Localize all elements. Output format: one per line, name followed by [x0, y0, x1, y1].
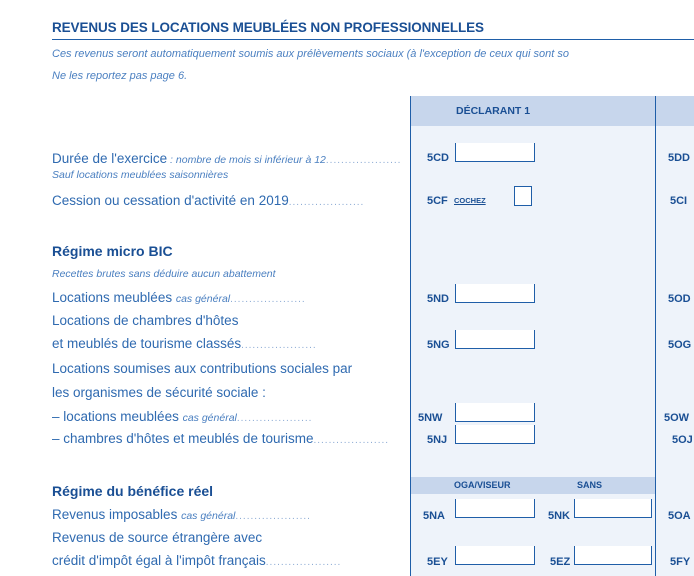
code-5ND: 5ND — [427, 293, 450, 305]
soumises-label-2: les organismes de sécurité sociale : — [52, 385, 266, 400]
cochez-label: COCHEZ — [454, 196, 486, 205]
duree-sub: Sauf locations meublées saisonnières — [52, 169, 229, 181]
code-5NA: 5NA — [423, 510, 446, 522]
revenus-imposables-label: Revenus imposables cas général.................... — [52, 507, 311, 522]
oga-viseur-label: OGA/VISEUR — [454, 480, 511, 490]
reel-subheader — [411, 477, 655, 494]
micro-bic-title: Régime micro BIC — [52, 243, 173, 259]
code-5OW: 5OW — [664, 412, 690, 424]
note-line-1: Ces revenus seront automatiquement soumis aux prélèvements sociaux (à l'exception de ceux qui sont so — [52, 48, 569, 60]
code-5CF: 5CF — [427, 195, 448, 207]
soumises-label-1: Locations soumises aux contributions sociales par — [52, 361, 353, 376]
declarant1-header — [410, 96, 655, 126]
code-5NG: 5NG — [427, 339, 450, 351]
field-5EZ[interactable] — [574, 546, 652, 565]
field-5NK[interactable] — [574, 499, 652, 518]
chambres-label-2: et meublés de tourisme classés.................... — [52, 336, 317, 351]
field-5CD[interactable] — [455, 143, 535, 162]
source-etrangere-label-2: crédit d'impôt égal à l'impôt français.................... — [52, 553, 342, 568]
title-rule — [52, 39, 694, 40]
code-5NK: 5NK — [548, 510, 571, 522]
declarant2-column — [656, 96, 694, 576]
checkbox-5CF[interactable] — [514, 186, 532, 206]
field-5NW[interactable] — [455, 403, 535, 422]
declarant1-header-label: DÉCLARANT 1 — [456, 105, 531, 117]
dash-meublees-label: – locations meublées cas général.................... — [52, 409, 313, 424]
code-5OD: 5OD — [668, 293, 691, 305]
field-5NJ[interactable] — [455, 425, 535, 444]
locations-meublees-label: Locations meublées cas général.................... — [52, 290, 306, 305]
source-etrangere-label-1: Revenus de source étrangère avec — [52, 530, 263, 545]
note-line-2: Ne les reportez pas page 6. — [52, 70, 188, 82]
cession-label: Cession ou cessation d'activité en 2019.................... — [52, 193, 365, 208]
code-5EY: 5EY — [427, 556, 448, 568]
declarant2-header — [656, 96, 694, 126]
code-5DD: 5DD — [668, 152, 691, 164]
dash-chambres-label: – chambres d'hôtes et meublés de tourisme.................... — [52, 431, 390, 446]
column-divider-right — [655, 96, 656, 576]
section-title: REVENUS DES LOCATIONS MEUBLÉES NON PROFESSIONNELLES — [52, 20, 484, 35]
field-5EY[interactable] — [455, 546, 535, 565]
code-5CD: 5CD — [427, 152, 450, 164]
code-5EZ: 5EZ — [550, 556, 571, 568]
code-5FY: 5FY — [670, 556, 691, 568]
code-5NJ: 5NJ — [427, 434, 448, 446]
field-5NG[interactable] — [455, 330, 535, 349]
code-5CI: 5CI — [670, 195, 688, 207]
code-5OA: 5OA — [668, 510, 691, 522]
sans-label: SANS — [577, 480, 603, 490]
chambres-label-1: Locations de chambres d'hôtes — [52, 313, 239, 328]
code-5OJ: 5OJ — [672, 434, 693, 446]
field-5NA[interactable] — [455, 499, 535, 518]
field-5ND[interactable] — [455, 284, 535, 303]
column-divider-left — [410, 96, 411, 576]
code-5OG: 5OG — [668, 339, 692, 351]
micro-bic-sub: Recettes brutes sans déduire aucun abattement — [52, 268, 276, 280]
duree-label: Durée de l'exercice : nombre de mois si inférieur à 12.................... — [52, 151, 402, 166]
code-5NW: 5NW — [418, 412, 443, 424]
reel-title: Régime du bénéfice réel — [52, 483, 214, 499]
